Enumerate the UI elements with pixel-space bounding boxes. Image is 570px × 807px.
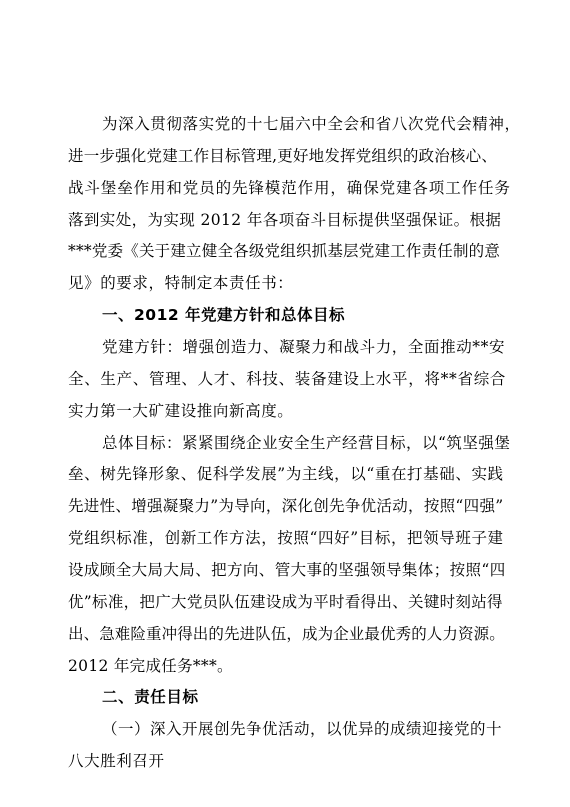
goal-line-6: 优”标准，把广大党员队伍建设成为平时看得出、关键时刻站得 (68, 593, 503, 611)
intro-line-6: 见》的要求，特制定本责任书： (68, 274, 294, 292)
policy-line-2: 全、生产、管理、人才、科技、装备建设上水平，将**省综合 (68, 370, 507, 388)
goal-line-8: 2012 年完成任务***。 (68, 657, 233, 675)
item1-line-2: 八大胜利召开 (68, 752, 165, 770)
item1-line-1: （一）深入开展创先争优活动，以优异的成绩迎接党的十 (102, 720, 503, 738)
intro-line-1: 为深入贯彻落实党的十七届六中全会和省八次党代会精神， (102, 115, 521, 133)
goal-line-1: 总体目标：紧紧围绕企业安全生产经营目标，以“筑坚强堡 (102, 434, 511, 452)
goal-line-2: 垒、树先锋形象、促科学发展”为主线，以“重在打基础、实践 (68, 465, 504, 483)
goal-line-7: 出、急难险重冲得出的先进队伍，成为企业最优秀的人力资源。 (68, 625, 505, 643)
goal-line-4: 党组织标准，创新工作方法，按照“四好”目标，把领导班子建 (68, 529, 504, 547)
goal-line-3: 先进性、增强凝聚力”为导向，深化创先争优活动，按照“四强” (68, 497, 504, 515)
policy-line-3: 实力第一大矿建设推向新高度。 (68, 402, 294, 420)
section-heading-1: 一、2012 年党建方针和总体目标 (102, 306, 346, 324)
goal-line-5: 设成顾全大局大局、把方向、管大事的坚强领导集体；按照“四 (68, 561, 506, 579)
intro-line-2: 进一步强化党建工作目标管理,更好地发挥党组织的政治核心、 (68, 147, 498, 165)
intro-line-5: ***党委《关于建立健全各级党组织抓基层党建工作责任制的意 (68, 242, 501, 260)
section-heading-2: 二、责任目标 (102, 688, 199, 706)
policy-line-1: 党建方针：增强创造力、凝聚力和战斗力，全面推动**安 (102, 338, 506, 356)
intro-line-3: 战斗堡垒作用和党员的先锋模范作用，确保党建各项工作任务 (68, 179, 511, 197)
intro-line-4: 落到实处，为实现 2012 年各项奋斗目标提供坚强保证。根据 (68, 211, 502, 229)
